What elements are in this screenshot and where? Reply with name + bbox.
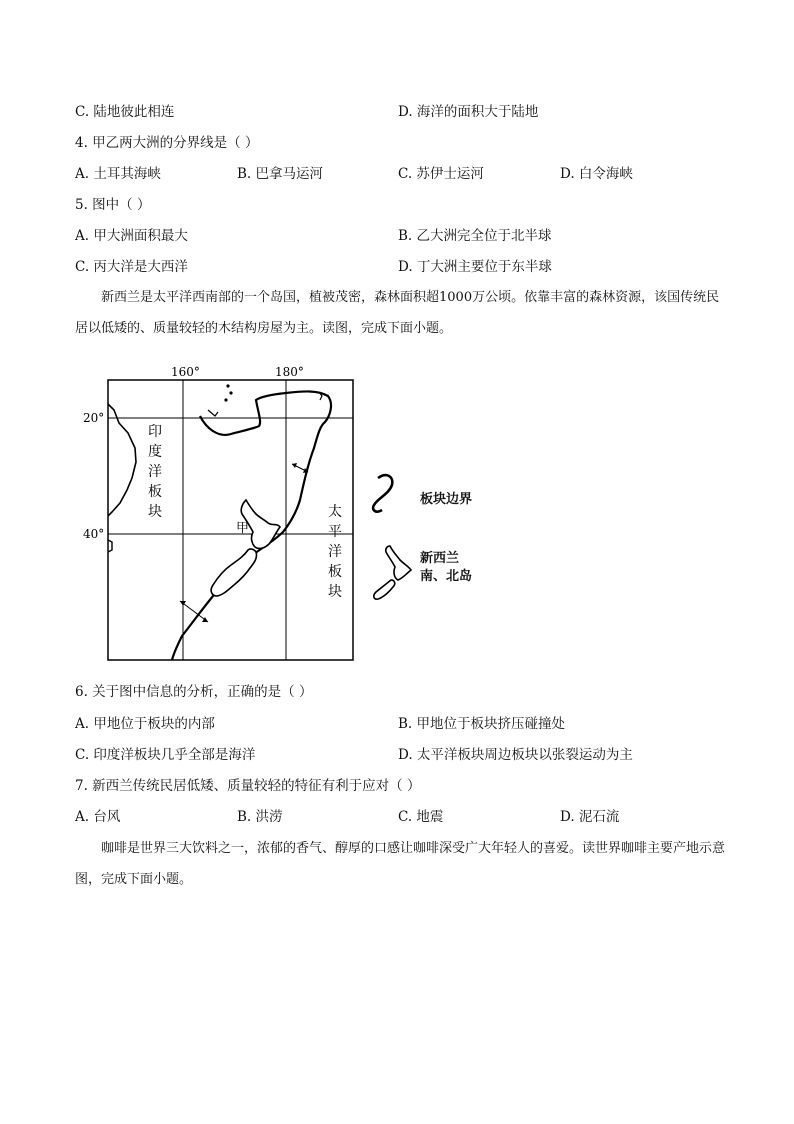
island-shape [208, 410, 218, 416]
island-dot [229, 391, 232, 394]
pacific-plate-label: 洋 [328, 544, 342, 560]
q5-option-c: C. 丙大洋是大西洋 [75, 259, 188, 275]
q5-stem: 5. 图中（ ） [75, 197, 151, 213]
south-island [211, 549, 256, 596]
q7-option-b: B. 洪涝 [237, 809, 283, 825]
pacific-plate-label: 块 [328, 584, 342, 600]
q6-stem: 6. 关于图中信息的分析，正确的是（ ） [75, 684, 313, 700]
plate-map [78, 360, 498, 670]
passage-new-zealand: 新西兰是太平洋西南部的一个岛国，植被茂密，森林面积超1000万公顷。依靠丰富的森林资源，该国传统民居以低矮的、质量较轻的木结构房屋为主。读图，完成下面小题。 [75, 290, 720, 336]
q5-option-a: A. 甲大洲面积最大 [75, 228, 188, 244]
q3-option-d: D. 海洋的面积大于陆地 [398, 104, 539, 120]
q4-option-d: D. 白令海峡 [560, 166, 633, 182]
q7-option-c: C. 地震 [398, 809, 444, 825]
q7-option-d: D. 泥石流 [560, 809, 620, 825]
indian-plate-label: 块 [148, 504, 162, 520]
island-dot [226, 384, 229, 387]
indian-plate-label: 度 [148, 444, 162, 460]
pacific-plate-label: 板 [328, 564, 342, 580]
lon-label-160: 160° [171, 365, 200, 379]
lat-label-20: 20° [83, 411, 105, 425]
passage-coffee: 咖啡是世界三大饮料之一，浓郁的香气、醇厚的口感让咖啡深受广大年轻人的喜爱。读世界咖啡主要产地示意图，完成下面小题。 [75, 841, 726, 887]
q6-option-a: A. 甲地位于板块的内部 [75, 716, 215, 732]
legend-boundary-symbol [373, 475, 392, 511]
legend-nz-label-line2: 南、北岛 [420, 569, 473, 584]
legend-north-island-symbol [386, 546, 411, 580]
q7-option-a: A. 台风 [75, 809, 121, 825]
indian-plate-label: 印 [148, 424, 162, 440]
island-dot [224, 398, 227, 401]
q4-stem: 4. 甲乙两大洲的分界线是（ ） [75, 135, 259, 151]
indian-plate-label: 板 [148, 484, 162, 500]
legend-boundary-label: 板块边界 [420, 492, 473, 507]
q3-option-c: C. 陆地彼此相连 [75, 104, 175, 120]
legend-south-island-symbol [374, 580, 395, 599]
q5-option-d: D. 丁大洲主要位于东半球 [398, 259, 552, 275]
lat-label-40: 40° [83, 527, 105, 541]
q4-option-b: B. 巴拿马运河 [237, 166, 324, 182]
q5-option-b: B. 乙大洲完全位于北半球 [398, 228, 552, 244]
australia-coast [108, 404, 136, 516]
map-frame [108, 380, 353, 660]
pacific-plate-label: 太 [328, 504, 342, 520]
q4-option-a: A. 土耳其海峡 [75, 166, 161, 182]
q6-option-d: D. 太平洋板块周边板块以张裂运动为主 [398, 747, 633, 763]
indian-plate-label: 洋 [148, 464, 162, 480]
pacific-plate-label: 平 [328, 524, 342, 540]
legend-nz-label-line1: 新西兰 [420, 551, 460, 566]
q4-option-c: C. 苏伊士运河 [398, 166, 484, 182]
point-jia-label: 甲 [236, 521, 250, 536]
q6-option-b: B. 甲地位于板块挤压碰撞处 [398, 716, 566, 732]
q6-option-c: C. 印度洋板块几乎全部是海洋 [75, 747, 256, 763]
q7-stem: 7. 新西兰传统民居低矮、质量较轻的特征有利于应对（ ） [75, 778, 421, 794]
lon-label-180: 180° [275, 365, 304, 379]
